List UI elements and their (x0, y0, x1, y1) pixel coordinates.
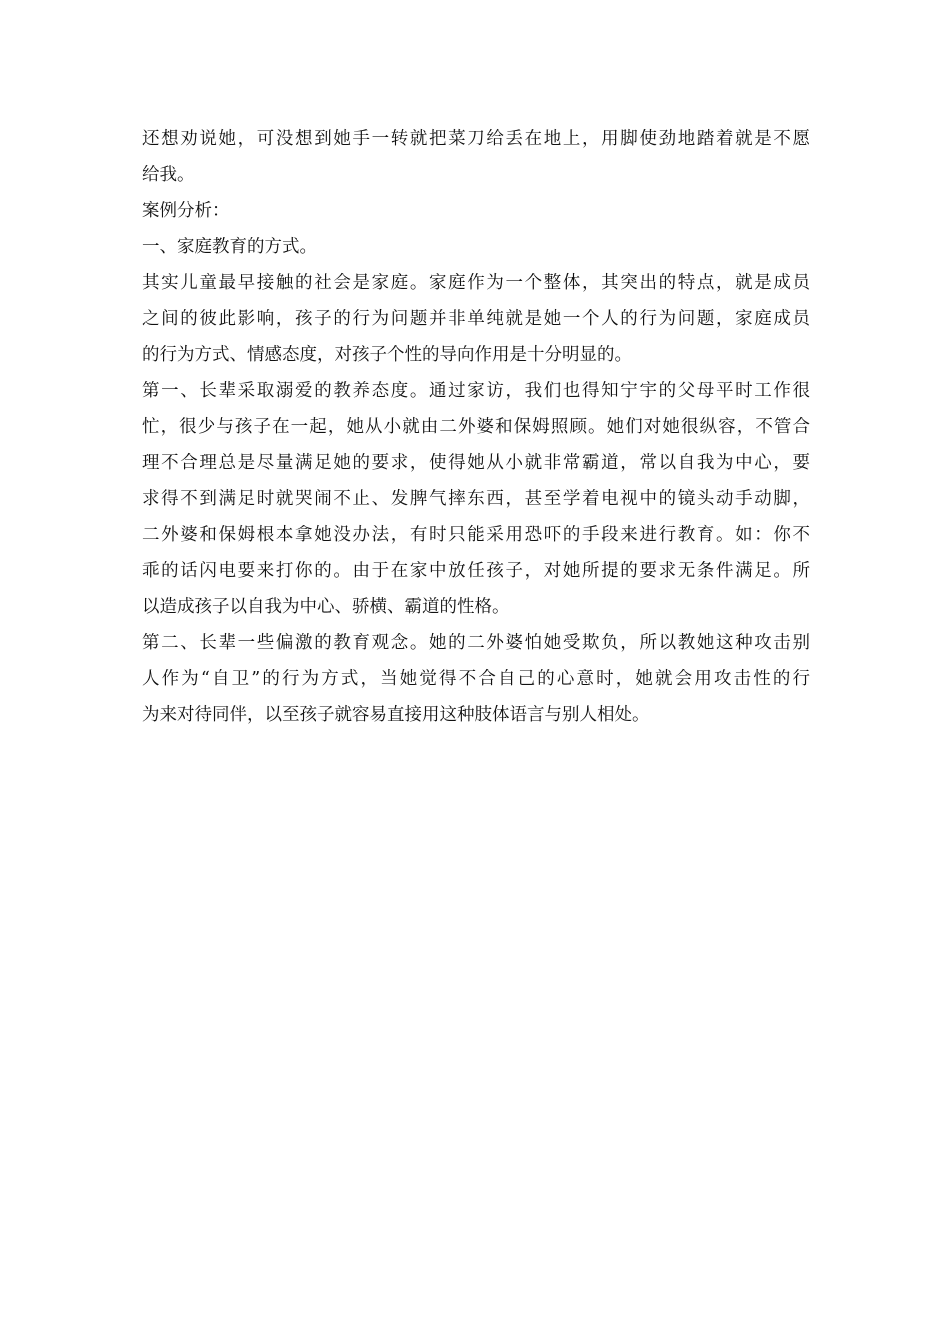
text-line: 人作为“自卫”的行为方式，当她觉得不合自己的心意时，她就会用攻击性的行 (142, 669, 810, 689)
text-line: 的行为方式、情感态度，对孩子个性的导向作用是十分明显的。 (142, 345, 632, 365)
text-line: 第二、长辈一些偏激的教育观念。她的二外婆怕她受欺负，所以教她这种攻击别 (142, 633, 810, 653)
text-line: 之间的彼此影响，孩子的行为问题并非单纯就是她一个人的行为问题，家庭成员 (142, 309, 810, 329)
text-line: 二外婆和保姆根本拿她没办法，有时只能采用恐吓的手段来进行教育。如：你不 (142, 525, 810, 545)
text-line: 以造成孩子以自我为中心、骄横、霸道的性格。 (142, 597, 510, 617)
section-heading: 一、家庭教育的方式。 (142, 237, 317, 257)
document-body (142, 121, 810, 733)
section-label: 案例分析： (142, 201, 230, 221)
text-line: 为来对待同伴，以至孩子就容易直接用这种肢体语言与别人相处。 (142, 705, 650, 725)
text-line: 忙，很少与孩子在一起，她从小就由二外婆和保姆照顾。她们对她很纵容，不管合 (142, 417, 810, 437)
text-line: 第一、长辈采取溺爱的教养态度。通过家访，我们也得知宁宇的父母平时工作很 (142, 381, 810, 401)
text-line: 求得不到满足时就哭闹不止、发脾气摔东西，甚至学着电视中的镜头动手动脚， (142, 489, 810, 509)
text-line: 乖的话闪电要来打你的。由于在家中放任孩子，对她所提的要求无条件满足。所 (142, 561, 810, 581)
text-line: 其实儿童最早接触的社会是家庭。家庭作为一个整体，其突出的特点，就是成员 (142, 273, 810, 293)
text-line: 理不合理总是尽量满足她的要求，使得她从小就非常霸道，常以自我为中心，要 (142, 453, 810, 473)
text-line: 还想劝说她，可没想到她手一转就把菜刀给丢在地上，用脚使劲地踏着就是不愿 (142, 129, 810, 149)
text-line: 给我。 (142, 165, 195, 185)
